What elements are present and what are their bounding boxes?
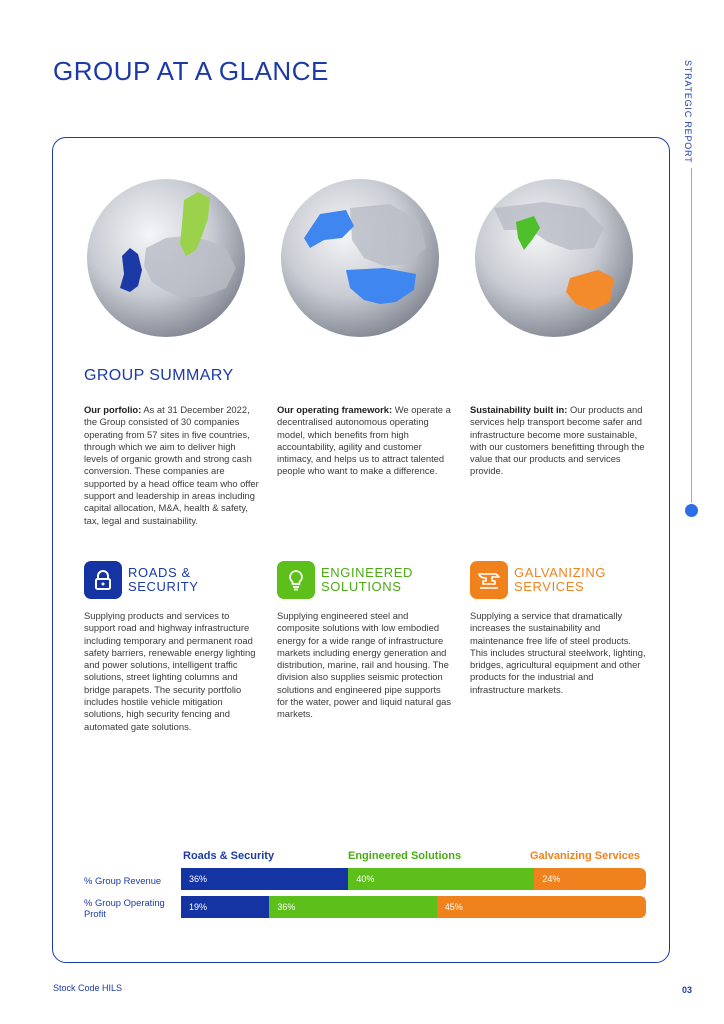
bar-segment-galvanizing-services xyxy=(534,868,646,890)
bar-segment-roads-security xyxy=(181,896,269,918)
legend-roads-security: Roads & Security xyxy=(183,850,275,862)
row-label-operating-profit xyxy=(84,897,170,919)
anvil-icon xyxy=(470,561,508,599)
summary-sustainability-lead: Sustainability built in: xyxy=(470,404,568,415)
bar-row-revenue xyxy=(181,868,646,890)
lightbulb-icon xyxy=(277,561,315,599)
bar-segment-engineered-solutions xyxy=(348,868,534,890)
division-text-engineered-solutions: Supplying engineered steel and composite solutions with low embodied energy for a wide range of infrastructure markets including energy generation and distribution, marine, rail and housing. The division also supplies seismic protection solutions and engineered pipe supports for the water, power and liquid natural gas markets. xyxy=(277,610,452,720)
bar-value-label: 36% xyxy=(277,902,296,912)
page-title: GROUP AT A GLANCE xyxy=(53,56,329,86)
bar-value-label: 45% xyxy=(444,902,463,912)
europe-globe xyxy=(86,178,246,338)
division-title-galvanizing-services: GALVANIZING SERVICES xyxy=(514,565,607,594)
section-side-label: STRATEGIC REPORT xyxy=(683,60,693,164)
summary-portfolio xyxy=(84,404,260,527)
division-engineered-solutions xyxy=(277,561,451,599)
bar-row-operating-profit xyxy=(181,896,646,918)
division-text-galvanizing-services: Supplying a service that dramatically increases the sustainability and maintenance free life of steel products. This includes structural steelwork, lighting, bridges, agricultural equipment and other products for the industrial and infrastructure markets. xyxy=(470,610,646,695)
group-summary-title: GROUP SUMMARY xyxy=(84,367,234,384)
summary-sustainability-text: Our products and services help transport become safer and infrastructure become more sustainable, with our customers benefitting through the value that our products and services provide. xyxy=(470,404,645,477)
bar-segment-galvanizing-services xyxy=(437,896,646,918)
legend-galvanizing-services: Galvanizing Services xyxy=(530,850,641,862)
division-title-roads-security: ROADS & SECURITY xyxy=(128,565,199,594)
side-progress-line xyxy=(691,168,692,503)
summary-operating-framework xyxy=(277,404,453,478)
footer-page-number: 03 xyxy=(682,985,693,995)
bar-segment-roads-security xyxy=(181,868,348,890)
summary-framework-lead: Our operating framework: xyxy=(277,404,393,415)
summary-framework-text: We operate a decentralised autonomous operating model, which benefits from high accountability, agility and customer intimacy, and helps us to attract talented people who want to make a difference. xyxy=(277,404,451,477)
bar-value-label: 24% xyxy=(542,874,561,884)
footer-stock-code: Stock Code HILS xyxy=(53,983,123,993)
row-label-revenue: % Group Revenue xyxy=(84,875,162,886)
bar-value-label: 36% xyxy=(189,874,208,884)
legend-engineered-solutions: Engineered Solutions xyxy=(348,850,462,862)
division-text-roads-security: Supplying products and services to support road and highway infrastructure including temporary and permanent road safety barriers, renewable energy lighting and power solutions, intelligent traffic solutions, street lighting columns and bridge parapets. The security portfolio includes hostile vehicle mitigation solutions, high security fencing and automated gate solutions. xyxy=(84,610,256,732)
summary-portfolio-text: As at 31 December 2022, the Group consisted of 30 companies operating from 57 sites in five countries, through which we aim to deliver high levels of organic growth and strong cash conversion. These companies are supported by a head office team who offer support and leadership in areas including capital allocation, M&A, health & safety, tax, legal and sustainability. xyxy=(84,404,259,526)
asia-pacific-globe xyxy=(474,178,634,338)
division-galvanizing-services xyxy=(470,561,644,599)
division-title-engineered-solutions: ENGINEERED SOLUTIONS xyxy=(321,565,413,594)
bar-value-label: 40% xyxy=(356,874,375,884)
bar-value-label: 19% xyxy=(189,902,208,912)
north-america-globe xyxy=(280,178,440,338)
summary-portfolio-lead: Our porfolio: xyxy=(84,404,142,415)
padlock-icon xyxy=(84,561,122,599)
division-roads-security xyxy=(84,561,258,599)
side-progress-dot xyxy=(685,504,698,517)
summary-sustainability xyxy=(470,404,646,478)
row-label-operating-profit-text: % Group Operating Profit xyxy=(84,897,165,919)
bar-segment-engineered-solutions xyxy=(269,896,436,918)
